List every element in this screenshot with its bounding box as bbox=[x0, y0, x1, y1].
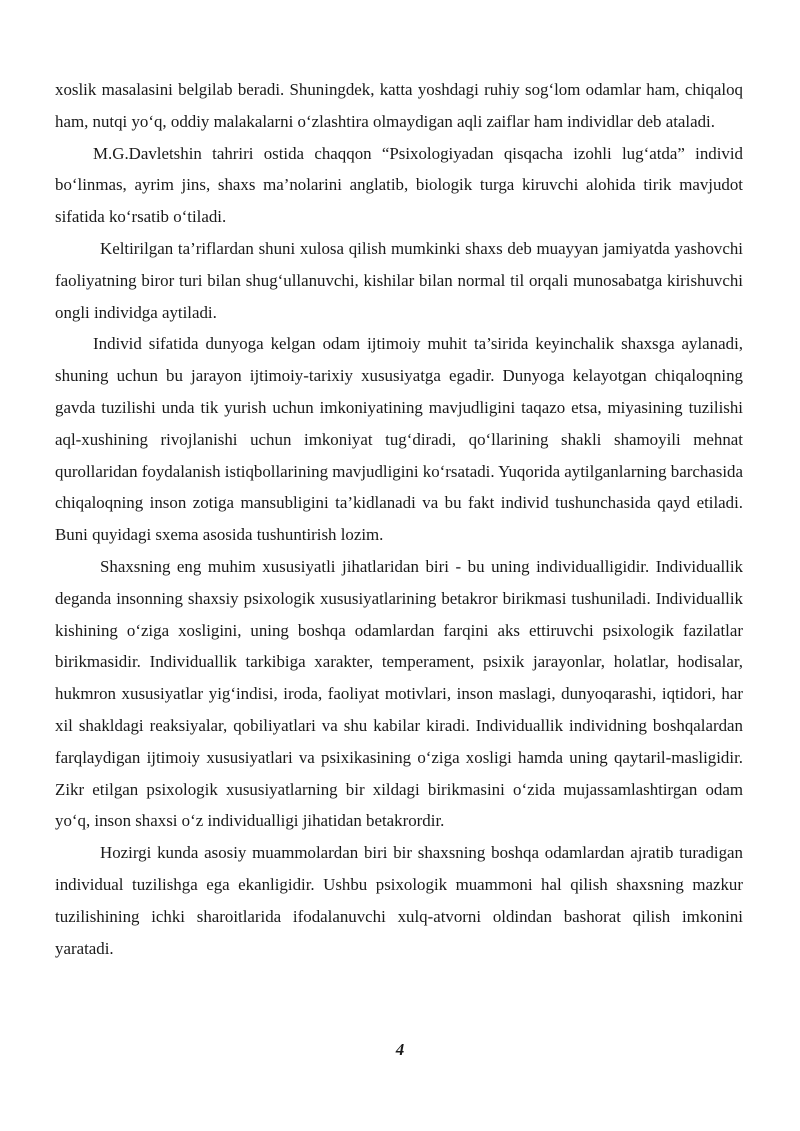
paragraph-definition-dictionary: M.G.Davletshin tahriri ostida chaqqon “Psixologiyadan qisqacha izohli lug‘atda” individ bo‘linmas, ayrim jins, shaxs ma’nolarini anglatib, biologik turga kiruvchi alohida tirik mavjudot sifatida ko‘rsatib o‘tiladi. bbox=[55, 143, 743, 227]
paragraph-continuation: xoslik masalasini belgilab beradi. Shuningdek, katta yoshdagi ruhiy sog‘lom odamlar ham, chiqaloq ham, nutqi yo‘q, oddiy malakalarni o‘zlashtira olmaydigan aqli zaiflar ham individlar deb ataladi. bbox=[55, 80, 743, 131]
page-number: 4 bbox=[395, 1040, 405, 1059]
paragraph-current-problem: Hozirgi kunda asosiy muammolardan biri bir shaxsning boshqa odamlardan ajratib turadigan individual tuzilishga ega ekanligidir. Ushbu psixologik muammoni hal qilish shaxsning mazkur tuzilishining ichki sharoitlarida ifodalanuvchi xulq-atvorni oldindan bashorat qilish imkonini yaratadi. bbox=[55, 843, 743, 958]
paragraph-conclusion: Keltirilgan ta’riflardan shuni xulosa qilish mumkinki shaxs deb muayyan jamiyatda yashovchi faoliyatning biror turi bilan shug‘ullanuvchi, kishilar bilan normal til orqali munosabatga kirishuvchi ongli individga aytiladi. bbox=[55, 238, 743, 322]
body-text bbox=[55, 74, 743, 964]
paragraph-individual-social: Individ sifatida dunyoga kelgan odam ijtimoiy muhit ta’sirida keyinchalik shaxsga aylanadi, shuning uchun bu jarayon ijtimoiy-tarixiy xususiyatga egadir. Dunyoga kelayotgan chiqaloqning gavda tuzilishi unda tik yurish uchun imkoniyatining mavjudligini taqazo etsa, miyasining tuzilishi aql-xushining rivojlanishi uchun imkoniyat tug‘diradi, qo‘llarining shakli shamoyili mehnat qurollaridan foydalanish istiqbollarining mavjudligini ko‘rsatadi. Yuqorida aytilganlarning barchasida chiqaloqning inson zotiga mansubligini ta’kidlanadi va bu fakt individ tushunchasida qayd etiladi. Buni quyidagi sxema asosida tushuntirish lozim. bbox=[55, 334, 743, 545]
paragraph-individuality: Shaxsning eng muhim xususiyatli jihatlaridan biri - bu uning individualligidir. Individuallik deganda insonning shaxsiy psixologik xususiyatlarining betakror birikmasi tushuniladi. Individuallik kishining o‘ziga xosligini, uning boshqa odamlardan farqini aks ettiruvchi psixologik fazilatlar birikmasidir. Individuallik tarkibiga xarakter, temperament, psixik jarayonlar, holatlar, hodisalar, hukmron xususiyatlar yig‘indisi, iroda, faoliyat motivlari, inson maslagi, dunyoqarashi, iqtidori, har xil shakldagi reaksiyalar, qobiliyatlari va shu kabilar kiradi. Individuallik individning boshqalardan farqlaydigan ijtimoiy xususiyatlari va psixikasining o‘ziga xosligi hamda uning qaytaril-masligidir. Zikr etilgan psixologik xususiyatlarning bir xildagi birikmasini o‘zida mujassamlashtirgan odam yo‘q, inson shaxsi o‘z individualligi jihatidan betakrordir. bbox=[55, 556, 743, 831]
